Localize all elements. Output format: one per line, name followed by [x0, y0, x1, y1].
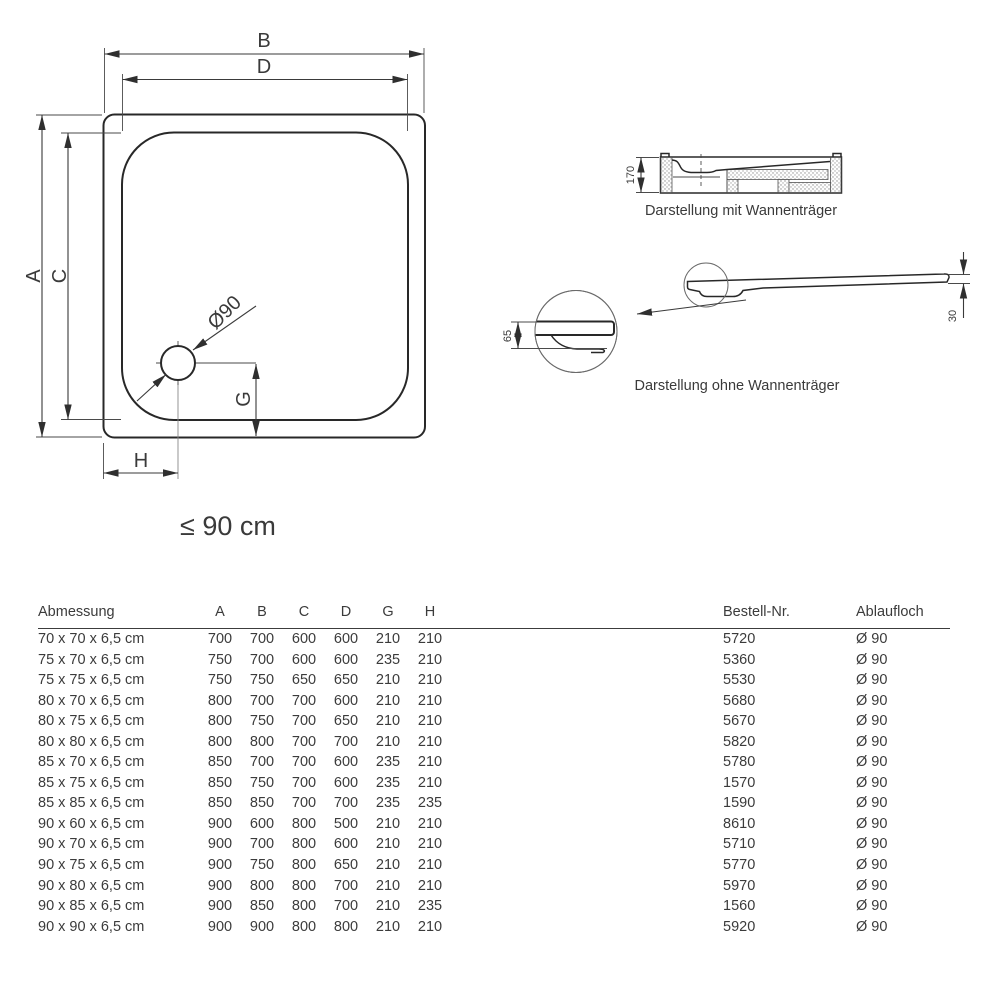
cell-ablaufloch: Ø 90 — [856, 857, 888, 874]
cell-spacer — [451, 629, 723, 650]
table-row — [38, 876, 950, 897]
cell-g: 210 — [375, 898, 401, 915]
cell-abmessung: 90 x 85 x 6,5 cm — [38, 898, 145, 915]
cell-d: 600 — [333, 651, 359, 668]
cell-g: 210 — [375, 836, 401, 853]
detail-magnified-edge — [528, 322, 614, 353]
cell-a: 800 — [207, 692, 233, 709]
cell-b: 900 — [249, 918, 275, 935]
cell-bestell-nr: 5530 — [723, 672, 756, 689]
cell-h: 210 — [417, 733, 443, 750]
cell-h: 210 — [417, 836, 443, 853]
cell-b: 700 — [249, 651, 275, 668]
cell-g: 210 — [375, 877, 401, 894]
table-row — [38, 855, 950, 876]
cell-abmessung: 80 x 75 x 6,5 cm — [38, 713, 145, 730]
cell-d: 700 — [333, 898, 359, 915]
cell-abmessung: 90 x 75 x 6,5 cm — [38, 857, 145, 874]
section-without-carrier-caption: Darstellung ohne Wannenträger — [634, 378, 840, 394]
table-row — [38, 752, 950, 773]
cell-c: 800 — [291, 918, 317, 935]
cell-b: 850 — [249, 795, 275, 812]
cell-d: 600 — [333, 754, 359, 771]
table-row — [38, 711, 950, 732]
cell-g: 210 — [375, 815, 401, 832]
cell-c: 700 — [291, 754, 317, 771]
cell-spacer — [451, 855, 723, 876]
cell-c: 700 — [291, 692, 317, 709]
cell-d: 600 — [333, 631, 359, 647]
cell-abmessung: 90 x 70 x 6,5 cm — [38, 836, 145, 853]
table-row — [38, 629, 950, 650]
table-row — [38, 691, 950, 712]
dimension-d-label: D — [256, 56, 272, 78]
cell-spacer — [451, 670, 723, 691]
dimension-170 — [625, 158, 659, 193]
tray-inner-basin-edge — [122, 133, 408, 421]
cell-h: 210 — [417, 857, 443, 874]
cell-c: 650 — [291, 672, 317, 689]
cell-bestell-nr: 1590 — [723, 795, 756, 812]
cell-h: 210 — [417, 815, 443, 832]
cell-spacer — [451, 732, 723, 753]
dimension-g-label: G — [233, 391, 255, 407]
cell-c: 600 — [291, 631, 317, 647]
cell-a: 750 — [207, 651, 233, 668]
cell-h: 210 — [417, 672, 443, 689]
cell-h: 210 — [417, 651, 443, 668]
cell-ablaufloch: Ø 90 — [856, 815, 888, 832]
cell-ablaufloch: Ø 90 — [856, 713, 888, 730]
cell-ablaufloch: Ø 90 — [856, 651, 888, 668]
cell-c: 800 — [291, 836, 317, 853]
cell-a: 700 — [207, 631, 233, 647]
cell-bestell-nr: 5710 — [723, 836, 756, 853]
edge-detail-height-label: 65 — [502, 329, 514, 343]
cell-h: 210 — [417, 692, 443, 709]
cell-ablaufloch: Ø 90 — [856, 795, 888, 812]
cell-a: 900 — [207, 836, 233, 853]
cell-b: 600 — [249, 815, 275, 832]
cell-abmessung: 85 x 70 x 6,5 cm — [38, 754, 145, 771]
cell-g: 210 — [375, 733, 401, 750]
carrier-height-label: 170 — [625, 165, 637, 185]
cell-b: 800 — [249, 733, 275, 750]
cell-a: 750 — [207, 672, 233, 689]
cell-spacer — [451, 814, 723, 835]
cell-b: 750 — [249, 713, 275, 730]
cell-h: 210 — [417, 631, 443, 647]
cell-abmessung: 80 x 70 x 6,5 cm — [38, 692, 145, 709]
cell-d: 700 — [333, 733, 359, 750]
header-ablaufloch: Ablaufloch — [856, 604, 950, 629]
cell-abmessung: 85 x 75 x 6,5 cm — [38, 774, 145, 791]
cell-bestell-nr: 5680 — [723, 692, 756, 709]
cell-abmessung: 80 x 80 x 6,5 cm — [38, 733, 145, 750]
table-row — [38, 650, 950, 671]
cell-spacer — [451, 896, 723, 917]
cell-a: 900 — [207, 877, 233, 894]
header-abmessung: Abmessung — [38, 604, 199, 629]
cell-c: 600 — [291, 651, 317, 668]
drain-diameter-label: Ø90 — [203, 291, 246, 334]
cell-g: 210 — [375, 857, 401, 874]
cell-a: 900 — [207, 898, 233, 915]
cell-d: 700 — [333, 795, 359, 812]
cell-abmessung: 70 x 70 x 6,5 cm — [38, 631, 145, 647]
cell-h: 235 — [417, 898, 443, 915]
cell-g: 210 — [375, 631, 401, 647]
cell-a: 900 — [207, 918, 233, 935]
dimension-a-label: A — [23, 269, 45, 283]
cell-b: 700 — [249, 631, 275, 647]
cell-d: 600 — [333, 692, 359, 709]
table-row — [38, 834, 950, 855]
cell-abmessung: 90 x 90 x 6,5 cm — [38, 918, 145, 935]
table-body — [38, 629, 950, 938]
cell-spacer — [451, 773, 723, 794]
cell-bestell-nr: 1570 — [723, 774, 756, 791]
cell-bestell-nr: 1560 — [723, 898, 756, 915]
cell-spacer — [451, 691, 723, 712]
cell-a: 850 — [207, 795, 233, 812]
cell-bestell-nr: 5720 — [723, 631, 756, 647]
cell-a: 850 — [207, 774, 233, 791]
cell-bestell-nr: 5920 — [723, 918, 756, 935]
cell-ablaufloch: Ø 90 — [856, 774, 888, 791]
cell-ablaufloch: Ø 90 — [856, 692, 888, 709]
cell-b: 800 — [249, 877, 275, 894]
cell-abmessung: 85 x 85 x 6,5 cm — [38, 795, 145, 812]
cell-g: 235 — [375, 795, 401, 812]
cell-d: 650 — [333, 713, 359, 730]
table-row — [38, 773, 950, 794]
cell-h: 210 — [417, 774, 443, 791]
cell-d: 600 — [333, 836, 359, 853]
cell-ablaufloch: Ø 90 — [856, 733, 888, 750]
table-row — [38, 917, 950, 938]
cell-d: 650 — [333, 857, 359, 874]
rim-height-label: 30 — [947, 309, 959, 323]
cell-bestell-nr: 5770 — [723, 857, 756, 874]
dimension-c-label: C — [49, 268, 71, 284]
plan-view-drawing — [23, 30, 425, 541]
cell-g: 210 — [375, 918, 401, 935]
dimension-30 — [947, 252, 970, 322]
dimension-h-label: H — [133, 450, 149, 472]
cell-b: 750 — [249, 857, 275, 874]
cell-bestell-nr: 8610 — [723, 815, 756, 832]
cell-a: 850 — [207, 754, 233, 771]
cell-c: 800 — [291, 877, 317, 894]
cell-d: 700 — [333, 877, 359, 894]
cell-g: 235 — [375, 754, 401, 771]
cell-ablaufloch: Ø 90 — [856, 754, 888, 771]
header-bestell-nr: Bestell-Nr. — [723, 604, 856, 629]
cell-spacer — [451, 650, 723, 671]
dimension-h — [104, 443, 179, 479]
cell-ablaufloch: Ø 90 — [856, 898, 888, 915]
cell-g: 235 — [375, 651, 401, 668]
cell-c: 800 — [291, 857, 317, 874]
cell-ablaufloch: Ø 90 — [856, 836, 888, 853]
cell-a: 800 — [207, 713, 233, 730]
cell-abmessung: 90 x 60 x 6,5 cm — [38, 815, 145, 832]
cell-g: 210 — [375, 672, 401, 689]
header-spacer — [451, 604, 723, 629]
table-row — [38, 896, 950, 917]
cell-bestell-nr: 5780 — [723, 754, 756, 771]
header-b: B — [241, 604, 283, 629]
cell-bestell-nr: 5670 — [723, 713, 756, 730]
cell-a: 800 — [207, 733, 233, 750]
cell-c: 700 — [291, 713, 317, 730]
table-row — [38, 793, 950, 814]
max-size-note: ≤ 90 cm — [180, 511, 276, 541]
cell-h: 210 — [417, 754, 443, 771]
table-header-row — [38, 604, 950, 629]
cell-ablaufloch: Ø 90 — [856, 631, 888, 647]
table-row — [38, 814, 950, 835]
cell-bestell-nr: 5820 — [723, 733, 756, 750]
cell-b: 700 — [249, 692, 275, 709]
cell-a: 900 — [207, 815, 233, 832]
cell-b: 750 — [249, 774, 275, 791]
cell-h: 235 — [417, 795, 443, 812]
cell-spacer — [451, 711, 723, 732]
cell-spacer — [451, 834, 723, 855]
header-g: G — [367, 604, 409, 629]
cell-d: 650 — [333, 672, 359, 689]
cell-b: 750 — [249, 672, 275, 689]
cell-h: 210 — [417, 713, 443, 730]
cell-c: 700 — [291, 733, 317, 750]
cell-h: 210 — [417, 877, 443, 894]
cell-a: 900 — [207, 857, 233, 874]
dimension-b-label: B — [257, 30, 271, 52]
table-row — [38, 670, 950, 691]
header-h: H — [409, 604, 451, 629]
cell-ablaufloch: Ø 90 — [856, 672, 888, 689]
cell-spacer — [451, 793, 723, 814]
cell-abmessung: 75 x 75 x 6,5 cm — [38, 672, 145, 689]
cell-b: 700 — [249, 836, 275, 853]
cell-c: 800 — [291, 898, 317, 915]
cell-d: 800 — [333, 918, 359, 935]
cell-d: 600 — [333, 774, 359, 791]
cell-bestell-nr: 5360 — [723, 651, 756, 668]
cell-abmessung: 90 x 80 x 6,5 cm — [38, 877, 145, 894]
dimension-table — [38, 604, 950, 937]
header-a: A — [199, 604, 241, 629]
cell-g: 210 — [375, 713, 401, 730]
cell-c: 700 — [291, 795, 317, 812]
header-d: D — [325, 604, 367, 629]
cell-g: 210 — [375, 692, 401, 709]
section-without-carrier-drawing — [502, 252, 970, 394]
cell-c: 800 — [291, 815, 317, 832]
cell-spacer — [451, 917, 723, 938]
cell-spacer — [451, 752, 723, 773]
section-with-carrier-drawing — [625, 154, 842, 220]
cell-abmessung: 75 x 70 x 6,5 cm — [38, 651, 145, 668]
cell-b: 700 — [249, 754, 275, 771]
cell-c: 700 — [291, 774, 317, 791]
cell-b: 850 — [249, 898, 275, 915]
cell-spacer — [451, 876, 723, 897]
cell-ablaufloch: Ø 90 — [856, 918, 888, 935]
table-row — [38, 732, 950, 753]
cell-g: 235 — [375, 774, 401, 791]
cell-bestell-nr: 5970 — [723, 877, 756, 894]
section-with-carrier-caption: Darstellung mit Wannenträger — [644, 203, 838, 219]
cell-d: 500 — [333, 815, 359, 832]
header-c: C — [283, 604, 325, 629]
cell-h: 210 — [417, 918, 443, 935]
cell-ablaufloch: Ø 90 — [856, 877, 888, 894]
